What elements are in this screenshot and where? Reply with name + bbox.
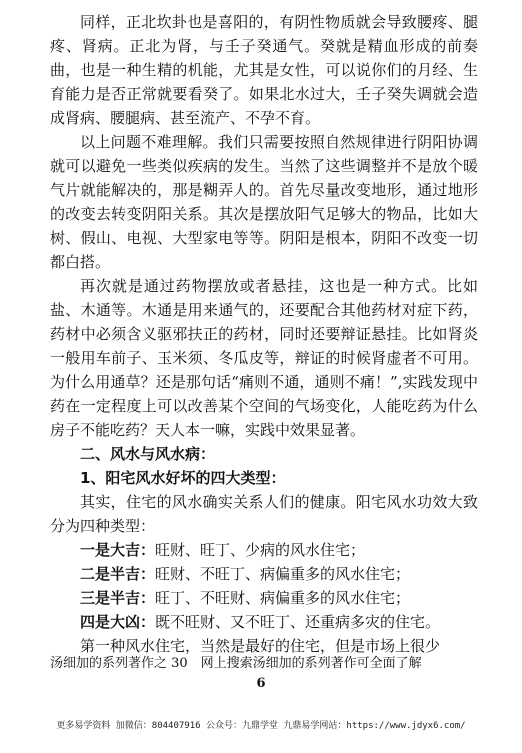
type-lead: 一是大吉： xyxy=(80,541,156,559)
subsection-heading: 1、阳宅风水好坏的四大类型： xyxy=(80,469,286,487)
bottom-banner: 更多易学资料 加微信：804407916 公众号：九鼎学堂 九鼎易学网站：https://www.jdyx6.com/ xyxy=(56,721,466,731)
paragraph-herbal-remedies: 再次就是通过药物摆放或者悬挂，这也是一种方式。比如盐、木通等。木通是用来通气的，还要配合其他药材对症下药，药材中必须含义驱邪扶正的药材，同时还要辩证悬挂。比如肾炎一般用车前子、玉米须、冬瓜皮等，辩证的时候肾虚者不可用。为什么用通草？还是那句话“痛则不通，通则不痛！”,实践发现中药在一定程度上可以改善某个空间的气场变化，人能吃药为什么房子不能吃药？天人本一嘛，实践中效果显著。 xyxy=(50,277,478,439)
last-paragraph: 第一种风水住宅，当然是最好的住宅，但是市场上很少 xyxy=(80,637,441,655)
type-lead: 二是半吉： xyxy=(80,565,156,583)
type-lead: 四是大凶： xyxy=(80,613,156,631)
type-item-1 xyxy=(50,538,478,562)
type-item-4 xyxy=(50,610,478,634)
type-lead: 三是半吉： xyxy=(80,589,156,607)
type-text: 旺丁、不旺财、病偏重多的风水住宅； xyxy=(155,589,411,607)
type-text: 旺财、旺丁、少病的风水住宅； xyxy=(155,541,366,559)
type-text: 旺财、不旺丁、病偏重多的风水住宅； xyxy=(155,565,411,583)
type-item-3 xyxy=(50,586,478,610)
type-item-2 xyxy=(50,562,478,586)
body-text xyxy=(50,10,478,658)
intro-paragraph: 其实，住宅的风水确实关系人们的健康。阳宅风水功效大致分为四种类型： xyxy=(50,493,478,535)
paragraph-yin-yang-balance: 以上问题不难理解。我们只需要按照自然规律进行阴阳协调就可以避免一些类似疾病的发生。当然了这些调整并不是放个暖气片就能解决的，那是糊弄人的。首先尽量改变地形，通过地形的改变去转变阴阳关系。其次是摆放阳气足够大的物品，比如大树、假山、电视、大型家电等等。阴阳是根本，阴阳不改变一切都白搭。 xyxy=(50,133,478,271)
paragraph-kan-trigram: 同样，正北坎卦也是喜阳的，有阴性物质就会导致腰疼、腿疼、肾病。正北为肾，与壬子癸通气。癸就是精血形成的前奏曲，也是一种生精的机能，尤其是女性，可以说你们的月经、生育能力是否正常就要看癸了。如果北水过大，壬子癸失调就会造成肾病、腰腿病、甚至流产、不孕不育。 xyxy=(50,13,478,127)
type-text: 既不旺财、又不旺丁、还重病多灾的住宅。 xyxy=(155,613,441,631)
page-number: 6 xyxy=(256,676,266,691)
footer-note: 汤细加的系列著作之 30 网上搜索汤细加的系列著作可全面了解 xyxy=(50,656,422,671)
section-heading: 二、风水与风水病： xyxy=(80,445,216,463)
